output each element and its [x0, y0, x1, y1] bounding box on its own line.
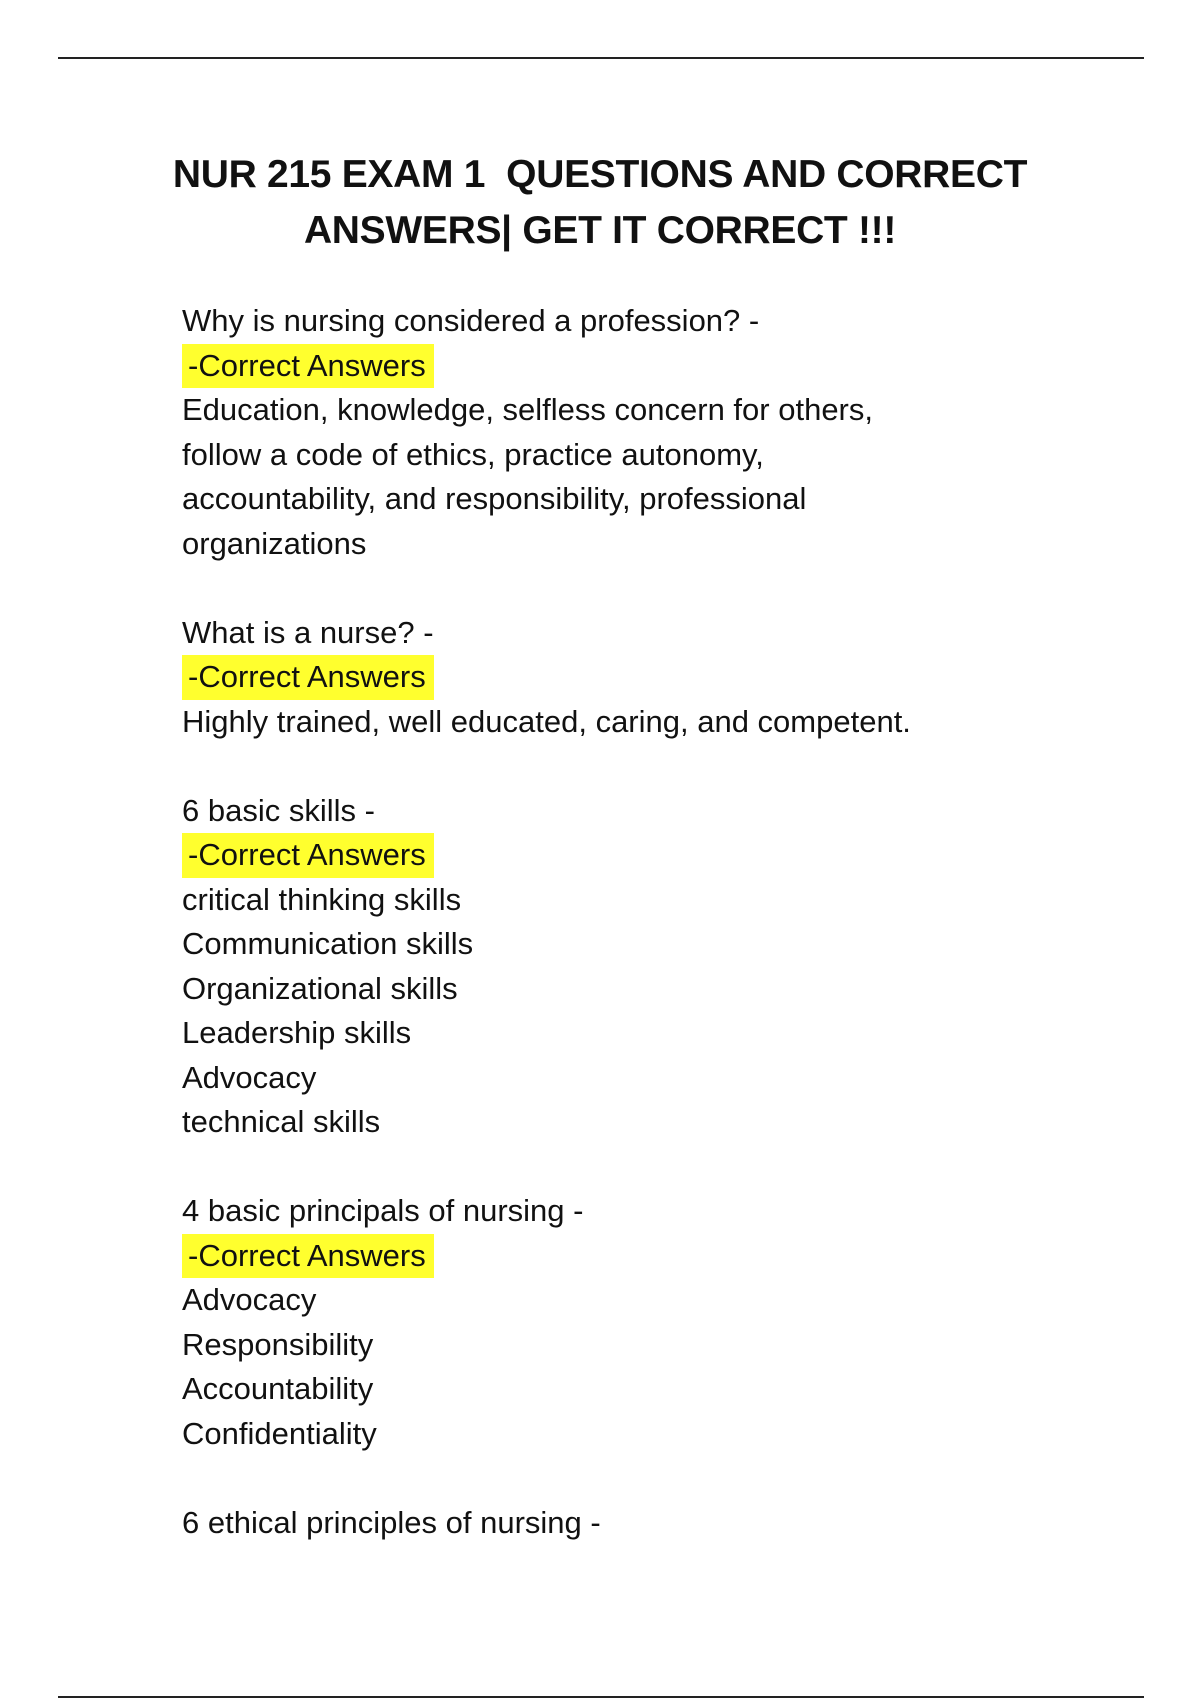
answer-line: Organizational skills	[182, 970, 458, 1006]
correct-answers-marker: -Correct Answers	[182, 344, 434, 389]
answer-line: accountability, and responsibility, professional	[182, 481, 807, 516]
answer-line: technical skills	[182, 1104, 381, 1139]
answer-line: Advocacy	[182, 1282, 317, 1317]
answer-line: organizations	[182, 525, 367, 561]
qa-item	[182, 1189, 1082, 1456]
answer-line: follow a code of ethics, practice autonomy,	[182, 436, 764, 472]
answer-line: Leadership skills	[182, 1015, 412, 1050]
qa-item	[182, 789, 1082, 1145]
correct-answers-marker: -Correct Answers	[182, 655, 434, 700]
page-title	[150, 147, 1050, 259]
top-rule	[58, 57, 1144, 59]
answer-line: Accountability	[182, 1371, 374, 1406]
correct-answers-marker: -Correct Answers	[182, 833, 434, 878]
qa-item	[182, 611, 1082, 745]
question-text: What is a nurse? -	[182, 614, 434, 650]
answer-line: Responsibility	[182, 1326, 374, 1362]
question-text: 4 basic principals of nursing -	[182, 1193, 584, 1228]
qa-item	[182, 1501, 1082, 1546]
answer-line: Education, knowledge, selfless concern for others,	[182, 392, 873, 427]
question-text: Why is nursing considered a profession? -	[182, 303, 760, 338]
answer-line: critical thinking skills	[182, 881, 462, 917]
bottom-rule	[58, 1696, 1144, 1698]
question-text: 6 basic skills -	[182, 792, 375, 828]
answer-line: Highly trained, well educated, caring, and competent.	[182, 703, 911, 739]
answer-line: Advocacy	[182, 1059, 317, 1095]
correct-answers-marker: -Correct Answers	[182, 1234, 434, 1279]
question-text: 6 ethical principles of nursing -	[182, 1504, 601, 1540]
qa-item	[182, 299, 1082, 566]
qa-list	[182, 299, 1082, 1590]
answer-line: Confidentiality	[182, 1415, 377, 1451]
title-line-2: ANSWERS| GET IT CORRECT !!!	[303, 209, 897, 252]
answer-line: Communication skills	[182, 926, 474, 961]
title-line-1: NUR 215 EXAM 1 QUESTIONS AND CORRECT	[172, 153, 1028, 196]
